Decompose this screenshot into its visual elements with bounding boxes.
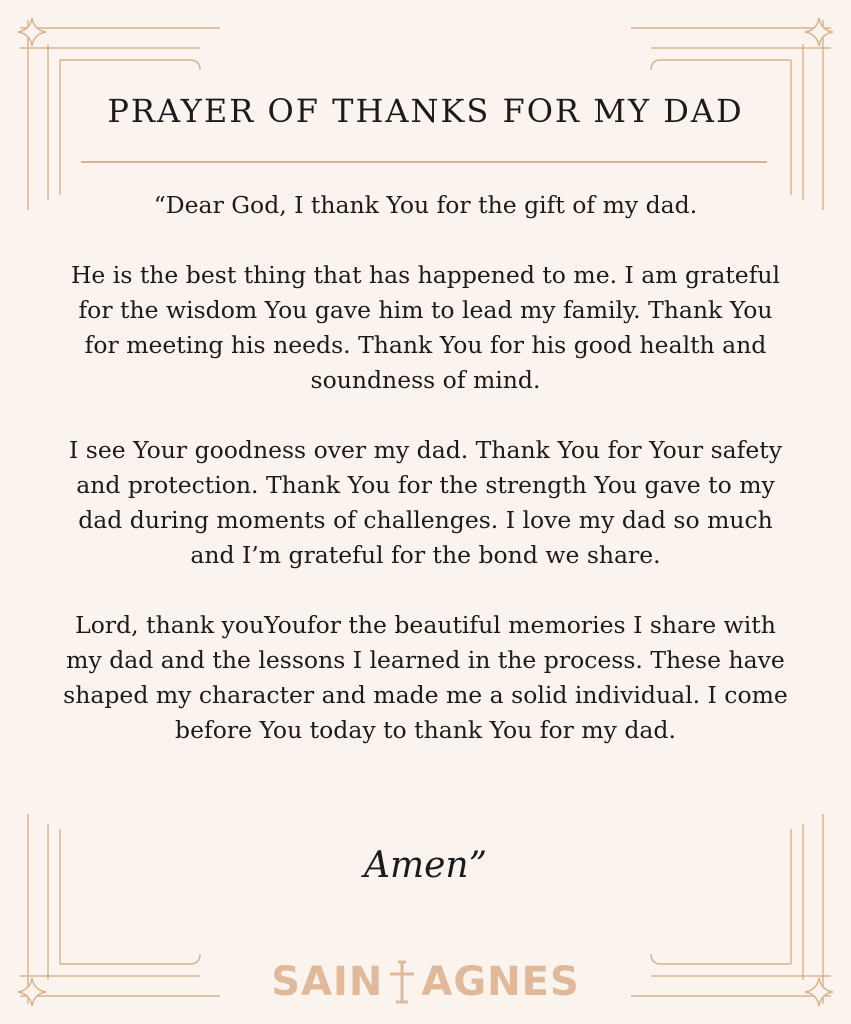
prayer-paragraph: I see Your goodness over my dad. Thank You for Your safety and protection. Thank You for the strength You gave to my dad during moments of challenges. I love my dad so much and I’m grateful for the bond we share. [69, 436, 782, 569]
logo-text-left: SAIN [271, 959, 384, 1005]
prayer-paragraph: Lord, thank youYoufor the beautiful memories I share with my dad and the lessons I learned in the process. These have shaped my character and made me a solid individual. I come before You today to thank You for my dad. [63, 611, 788, 744]
prayer-closing: Amen” [363, 845, 488, 886]
logo-text-right: AGNES [421, 959, 580, 1005]
prayer-paragraph: He is the best thing that has happened to me. I am grateful for the wisdom You gave him to lead my family. Thank You for meeting his needs. Thank You for his good health and soundness of mind. [70, 261, 781, 394]
prayer-body [60, 188, 791, 783]
prayer-paragraph: “Dear God, I thank You for the gift of my dad. [153, 191, 698, 219]
saint-agnes-logo[interactable] [0, 958, 851, 1006]
page-title: PRAYER OF THANKS FOR MY DAD [107, 92, 744, 130]
cross-icon [385, 958, 419, 1006]
title-divider [81, 161, 767, 163]
